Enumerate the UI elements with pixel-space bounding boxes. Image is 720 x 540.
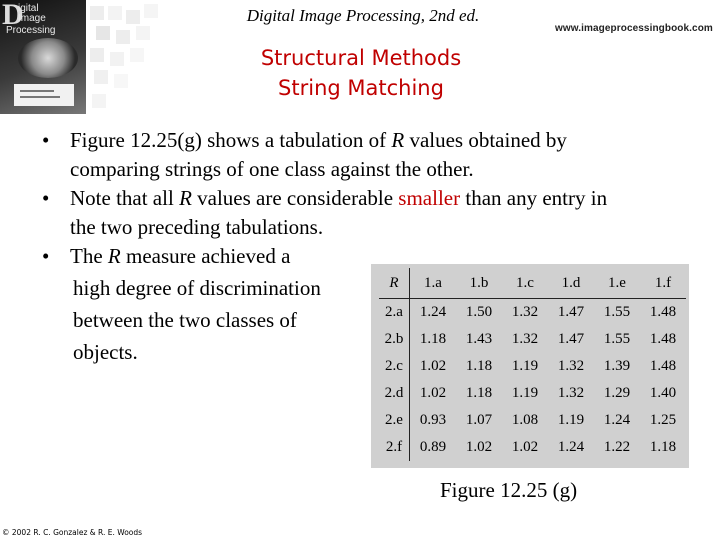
table-cell: 1.24 bbox=[603, 412, 631, 428]
table-cell: 1.48 bbox=[649, 304, 677, 320]
bullet-dot: • bbox=[42, 186, 50, 210]
table-cell: 1.22 bbox=[603, 439, 631, 455]
table-cell: 1.07 bbox=[465, 412, 493, 428]
column-header: 1.d bbox=[548, 268, 594, 299]
row-label: 2.b bbox=[379, 326, 410, 353]
table-cell: 1.32 bbox=[557, 358, 585, 374]
table-row bbox=[379, 299, 686, 327]
bullet-line: objects. bbox=[73, 340, 138, 364]
table-cell: 1.55 bbox=[603, 304, 631, 320]
table-cell: 1.02 bbox=[419, 358, 447, 374]
table-cell: 1.19 bbox=[511, 358, 539, 374]
bullet-dot: • bbox=[42, 128, 50, 152]
table-cell: 1.47 bbox=[557, 304, 585, 320]
table-cell: 1.24 bbox=[419, 304, 447, 320]
bullet-line: Note that all R values are considerable smaller than any entry in bbox=[70, 186, 608, 210]
table-cell: 1.32 bbox=[511, 331, 539, 347]
table-cell: 1.47 bbox=[557, 331, 585, 347]
table-cell: 1.32 bbox=[557, 385, 585, 401]
r-values-table bbox=[379, 268, 686, 461]
column-header: 1.e bbox=[594, 268, 640, 299]
table-cell: 1.48 bbox=[649, 331, 677, 347]
table-cell: 1.19 bbox=[511, 385, 539, 401]
bullet-line: comparing strings of one class against the other. bbox=[70, 157, 474, 181]
table-corner-label: R bbox=[379, 268, 410, 299]
table-cell: 1.43 bbox=[465, 331, 493, 347]
table-cell: 0.93 bbox=[419, 412, 447, 428]
table-cell: 1.39 bbox=[603, 358, 631, 374]
website-url: www.imageprocessingbook.com bbox=[555, 23, 713, 34]
table-cell: 1.50 bbox=[465, 304, 493, 320]
table-cell: 1.25 bbox=[649, 412, 677, 428]
table-row bbox=[379, 434, 686, 461]
table-cell: 1.02 bbox=[419, 385, 447, 401]
table-cell: 1.19 bbox=[557, 412, 585, 428]
table-cell: 1.18 bbox=[419, 331, 447, 347]
bullet-line: Figure 12.25(g) shows a tabulation of R values obtained by bbox=[70, 128, 567, 152]
bullet-line: between the two classes of bbox=[73, 308, 297, 332]
bullet-line: The R measure achieved a bbox=[70, 244, 291, 268]
table-row bbox=[379, 380, 686, 407]
table-cell: 1.18 bbox=[649, 439, 677, 455]
figure-caption: Figure 12.25 (g) bbox=[440, 478, 578, 502]
copyright-notice: © 2002 R. C. Gonzalez & R. E. Woods bbox=[2, 528, 143, 537]
table-cell: 1.02 bbox=[465, 439, 493, 455]
book-cover-line: Processing bbox=[6, 25, 56, 36]
slide-title-line: Structural Methods bbox=[260, 46, 462, 70]
table-cell: 1.29 bbox=[603, 385, 631, 401]
table-cell: 1.32 bbox=[511, 304, 539, 320]
table-cell: 1.18 bbox=[465, 358, 493, 374]
column-header: 1.f bbox=[640, 268, 686, 299]
row-label: 2.f bbox=[379, 434, 410, 461]
book-cover-letter: D bbox=[2, 0, 24, 31]
bullet-dot: • bbox=[42, 244, 50, 268]
table-row bbox=[379, 407, 686, 434]
r-values-table-figure bbox=[371, 264, 689, 468]
book-cover-line: Image bbox=[18, 13, 46, 24]
column-header: 1.c bbox=[502, 268, 548, 299]
header-title: Digital Image Processing, 2nd ed. bbox=[246, 6, 480, 25]
table-cell: 1.24 bbox=[557, 439, 585, 455]
table-cell: 1.08 bbox=[511, 412, 539, 428]
row-label: 2.c bbox=[379, 353, 410, 380]
column-header: 1.a bbox=[410, 268, 457, 299]
table-header-row bbox=[379, 268, 686, 299]
table-cell: 1.18 bbox=[465, 385, 493, 401]
row-label: 2.a bbox=[379, 299, 410, 327]
bullet-line: the two preceding tabulations. bbox=[70, 215, 324, 239]
table-cell: 1.02 bbox=[511, 439, 539, 455]
table-cell: 1.48 bbox=[649, 358, 677, 374]
table-row bbox=[379, 353, 686, 380]
row-label: 2.d bbox=[379, 380, 410, 407]
row-label: 2.e bbox=[379, 407, 410, 434]
slide-title-line: String Matching bbox=[278, 76, 444, 100]
slide-title bbox=[200, 43, 522, 103]
table-row bbox=[379, 326, 686, 353]
table-cell: 1.55 bbox=[603, 331, 631, 347]
bullet-line: high degree of discrimination bbox=[73, 276, 321, 300]
book-cover-image bbox=[0, 0, 86, 114]
table-cell: 1.40 bbox=[649, 385, 677, 401]
book-cover-line: igital bbox=[18, 3, 39, 14]
column-header: 1.b bbox=[456, 268, 502, 299]
table-cell: 0.89 bbox=[419, 439, 447, 455]
